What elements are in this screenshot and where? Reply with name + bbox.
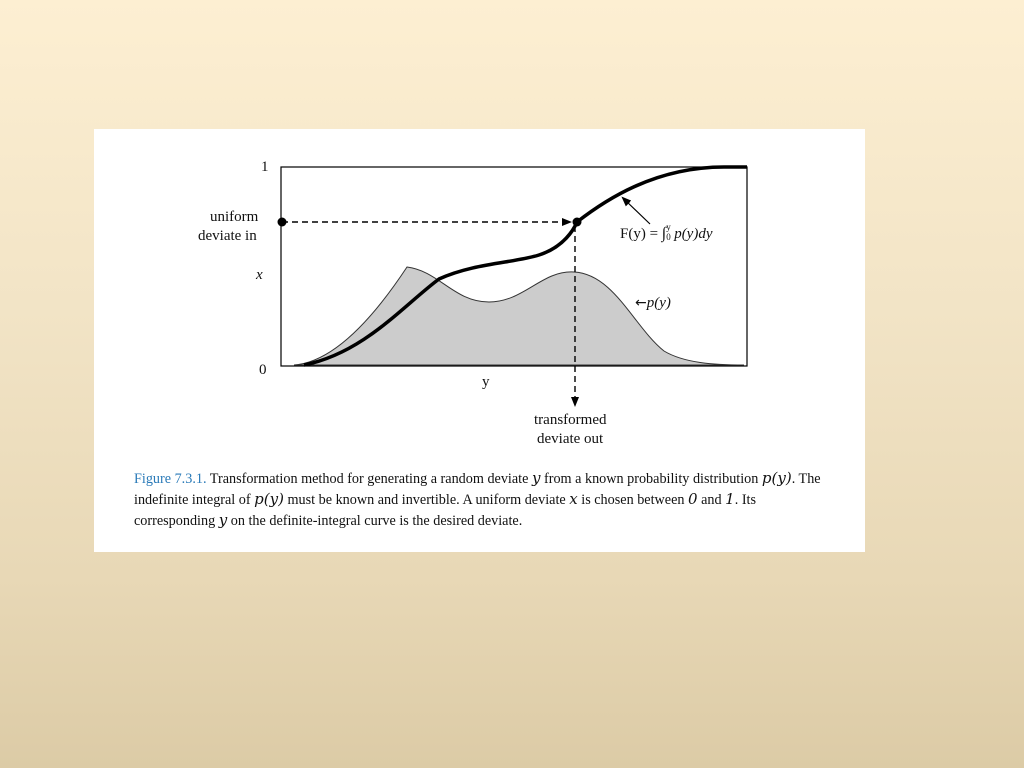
cdf-upper-limit: y: [666, 222, 671, 232]
cdf-lower-limit: 0: [666, 232, 671, 242]
figure-panel: [94, 129, 865, 552]
pdf-label: [635, 295, 671, 312]
caption-var-py1: p(y): [761, 469, 792, 487]
pdf-curve: [294, 267, 744, 365]
cdf-pointer-arrow: [625, 200, 650, 224]
caption-var-y2: y: [218, 511, 228, 529]
uniform-label-line2: deviate in: [198, 228, 257, 244]
transformed-label-line1: transformed: [534, 412, 607, 428]
caption-part3: . The indefinite integral of: [134, 471, 821, 508]
intersection-dot: [573, 218, 582, 227]
x-label: x: [256, 267, 263, 283]
cdf-label-lhs: F(y) =: [620, 226, 662, 242]
caption-var-x: x: [569, 490, 578, 508]
cdf-integral-sign: ∫: [661, 225, 667, 242]
caption-part4: must be known and invertible. A uniform deviate: [283, 492, 570, 508]
figure-number: Figure 7.3.1.: [134, 471, 207, 487]
cdf-integrand: p(y)dy: [674, 226, 713, 242]
caption-var-py2: p(y): [254, 490, 284, 508]
uniform-deviate-dot: [278, 218, 287, 227]
y-axis-label: y: [482, 374, 490, 390]
caption-part8: on the definite-integral curve is the desired deviate.: [227, 513, 523, 529]
cdf-label: [620, 222, 713, 243]
transformed-label-line2: deviate out: [537, 431, 604, 447]
caption-num-1: 1: [725, 490, 735, 508]
y-top-label: 1: [261, 159, 269, 175]
caption-part6: and: [697, 492, 726, 508]
caption-var-y1: y: [531, 469, 541, 487]
uniform-label-line1: uniform: [210, 209, 259, 225]
y-bottom-label: 0: [259, 362, 267, 378]
caption-part5: is chosen between: [577, 492, 689, 508]
caption-part1: Transformation method for generating a random deviate: [206, 471, 532, 487]
caption-num-0: 0: [688, 490, 698, 508]
caption-part7: . Its corresponding: [134, 492, 756, 529]
pdf-label-text: p(y): [646, 295, 671, 311]
pdf-arrow: ←: [635, 295, 647, 311]
figure-caption: [134, 468, 834, 531]
caption-part2: from a known probability distribution: [540, 471, 762, 487]
